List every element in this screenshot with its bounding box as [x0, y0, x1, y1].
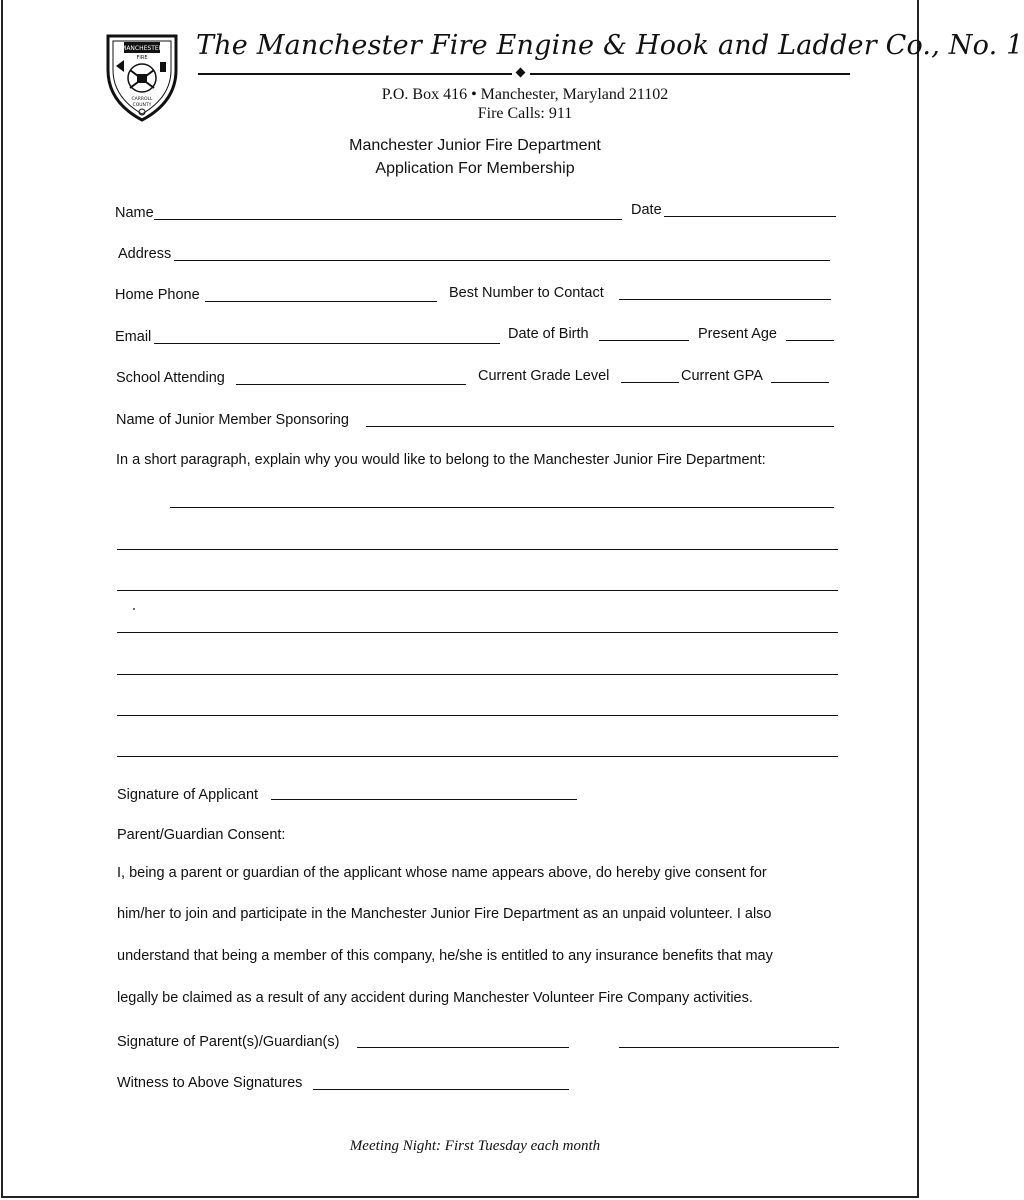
- date-label: Date: [631, 202, 662, 218]
- grade-level-label: Current Grade Level: [478, 368, 610, 384]
- grade-level-field[interactable]: [621, 382, 679, 383]
- email-label: Email: [115, 329, 152, 345]
- home-phone-field[interactable]: [205, 301, 437, 302]
- svg-text:CARROLL: CARROLL: [131, 97, 153, 102]
- school-field[interactable]: [236, 384, 466, 385]
- gpa-label: Current GPA: [681, 368, 763, 384]
- form-title-department: Manchester Junior Fire Department: [349, 137, 601, 154]
- header-rule-right: [530, 73, 850, 75]
- consent-heading: Parent/Guardian Consent:: [117, 827, 286, 843]
- essay-line[interactable]: [170, 507, 834, 508]
- witness-signature-field[interactable]: [313, 1089, 569, 1090]
- meeting-night-note: Meeting Night: First Tuesday each month: [349, 1138, 601, 1154]
- parent-signature-label: Signature of Parent(s)/Guardian(s): [117, 1034, 340, 1050]
- present-age-field[interactable]: [786, 340, 834, 341]
- mailing-address: P.O. Box 416 • Manchester, Maryland 21102: [381, 86, 669, 103]
- organization-name: The Manchester Fire Engine & Hook and Ladder Co., No. 1: [196, 30, 1024, 61]
- svg-text:MANCHESTER: MANCHESTER: [121, 45, 163, 52]
- essay-line[interactable]: [117, 632, 838, 633]
- name-field[interactable]: [154, 219, 622, 220]
- date-of-birth-field[interactable]: [599, 340, 689, 341]
- scan-speck: [133, 608, 135, 610]
- date-of-birth-label: Date of Birth: [508, 326, 589, 342]
- name-label: Name: [115, 205, 154, 221]
- essay-line[interactable]: [117, 674, 838, 675]
- applicant-signature-label: Signature of Applicant: [117, 787, 259, 803]
- form-title-application: Application For Membership: [375, 160, 575, 177]
- consent-text-line: understand that being a member of this company, he/she is entitled to any insurance benefits that may: [117, 948, 773, 964]
- date-field[interactable]: [664, 216, 836, 217]
- svg-text:FIRE: FIRE: [136, 55, 148, 61]
- essay-line[interactable]: [117, 549, 838, 550]
- home-phone-label: Home Phone: [115, 287, 200, 303]
- parent-signature-field-2[interactable]: [619, 1047, 839, 1048]
- fire-calls-number: Fire Calls: 911: [477, 105, 573, 122]
- header-rule-left: [198, 73, 512, 75]
- best-number-field[interactable]: [619, 299, 831, 300]
- witness-signature-label: Witness to Above Signatures: [117, 1075, 303, 1091]
- consent-text-line: him/her to join and participate in the Manchester Junior Fire Department as an unpaid volunteer. I also: [117, 906, 772, 922]
- consent-text-line: I, being a parent or guardian of the applicant whose name appears above, do hereby give consent for: [117, 865, 767, 881]
- sponsor-label: Name of Junior Member Sponsoring: [116, 412, 349, 428]
- svg-text:COUNTY: COUNTY: [132, 103, 152, 108]
- page-border: [1, 0, 1024, 1198]
- school-label: School Attending: [116, 370, 225, 386]
- fire-company-seal: [104, 30, 180, 124]
- address-field[interactable]: [174, 260, 830, 261]
- parent-signature-field-1[interactable]: [357, 1047, 569, 1048]
- essay-line[interactable]: [117, 715, 838, 716]
- essay-line[interactable]: [117, 756, 838, 757]
- gpa-field[interactable]: [771, 382, 829, 383]
- address-label: Address: [118, 246, 172, 262]
- present-age-label: Present Age: [698, 326, 777, 342]
- email-field[interactable]: [154, 343, 500, 344]
- sponsor-field[interactable]: [366, 426, 834, 427]
- consent-text-line: legally be claimed as a result of any accident during Manchester Volunteer Fire Company activities.: [117, 990, 753, 1006]
- essay-line[interactable]: [117, 590, 838, 591]
- applicant-signature-field[interactable]: [271, 799, 577, 800]
- essay-prompt: In a short paragraph, explain why you would like to belong to the Manchester Junior Fire Department:: [116, 452, 766, 468]
- best-number-label: Best Number to Contact: [449, 285, 604, 301]
